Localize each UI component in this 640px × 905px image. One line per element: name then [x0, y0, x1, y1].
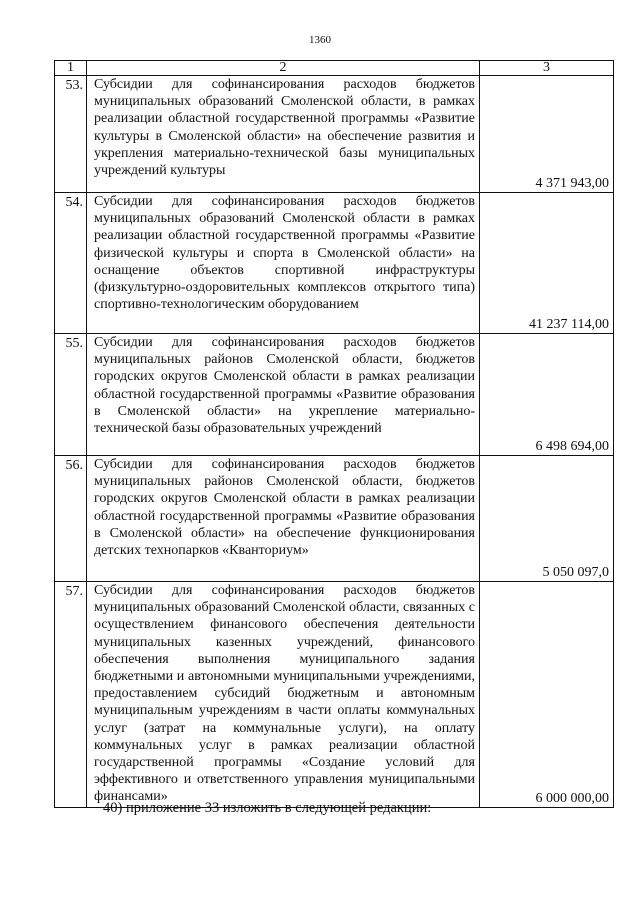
row-description: Субсидии для софинансирования расходов бюджетов муниципальных образований Смоленской области, связанных с осуществлением финансового обеспечения деятельности муниципальных казенных учреждений, финансового обеспечения выполнения муниципального задания бюджетными и автономными муниципальными учреждениями, предоставлением субсидий бюджетным и автономным муниципальным учреждениям в части оплаты коммунальных услуг (затрат на коммунальные услуги), на оплату коммунальных услуг в рамках реализации областной государственной программы «Создание условий для эффективного и ответственного управления муниципальными финансами» — [87, 582, 480, 808]
table-row — [55, 456, 614, 582]
row-amount: 6 498 694,00 — [480, 334, 614, 456]
row-amount: 4 371 943,00 — [480, 76, 614, 193]
row-description: Субсидии для софинансирования расходов бюджетов муниципальных образований Смоленской области, в рамках реализации областной государственной программы «Развитие культуры в Смоленской области» на обеспечение развития и укрепления материально-технической базы муниципальных учреждений культуры — [87, 76, 480, 193]
table-header-row — [55, 61, 614, 76]
row-description: Субсидии для софинансирования расходов бюджетов муниципальных районов Смоленской области, бюджетов городских округов Смоленской области в рамках реализации областной государственной программы «Развитие образования в Смоленской области» на укрепление материально-технической базы образовательных учреждений — [87, 334, 480, 456]
row-number: 54. — [55, 193, 87, 334]
row-description: Субсидии для софинансирования расходов бюджетов муниципальных образований Смоленской области в рамках реализации областной государственной программы «Развитие физической культуры и спорта в Смоленской области» на оснащение объектов спортивной инфраструктуры (физкультурно-оздоровительных комплексов открытого типа) спортивно-технологическим оборудованием — [87, 193, 480, 334]
table-row — [55, 582, 614, 808]
column-header-1: 1 — [55, 61, 87, 76]
row-amount: 5 050 097,0 — [480, 456, 614, 582]
footer-paragraph: 40) приложение 33 изложить в следующей редакции: — [103, 800, 432, 816]
row-description: Субсидии для софинансирования расходов бюджетов муниципальных районов Смоленской области, бюджетов городских округов Смоленской области в рамках реализации областной государственной программы «Развитие образования в Смоленской области» на обеспечение функционирования детских технопарков «Кванториум» — [87, 456, 480, 582]
subsidies-table — [54, 60, 614, 808]
table-row — [55, 76, 614, 193]
row-number: 53. — [55, 76, 87, 193]
table-row — [55, 193, 614, 334]
row-amount: 6 000 000,00 — [480, 582, 614, 808]
row-number: 55. — [55, 334, 87, 456]
row-number: 56. — [55, 456, 87, 582]
row-number: 57. — [55, 582, 87, 808]
column-header-3: 3 — [480, 61, 614, 76]
page-number: 1360 — [309, 34, 331, 46]
table-row — [55, 334, 614, 456]
row-amount: 41 237 114,00 — [480, 193, 614, 334]
column-header-2: 2 — [87, 61, 480, 76]
